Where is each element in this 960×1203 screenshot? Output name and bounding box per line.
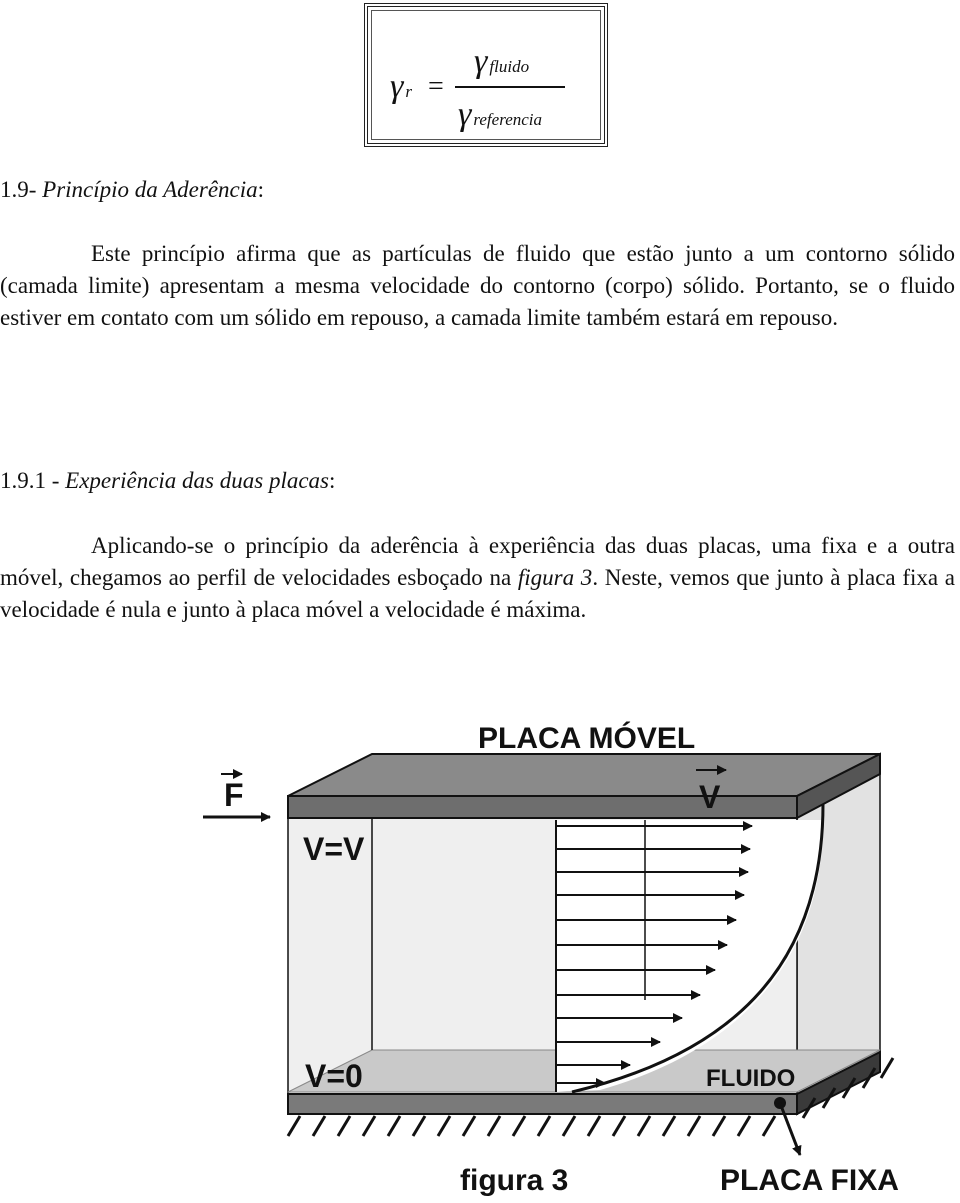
subsection-number: 1.9.1 -: [0, 468, 66, 493]
section-number: 1.9-: [0, 177, 43, 202]
formula-lhs: [390, 70, 412, 104]
formula-lhs-sub: r: [405, 82, 413, 101]
label-placa-movel: PLACA MÓVEL: [478, 722, 696, 755]
formula-den-sub: referencia: [473, 110, 543, 129]
paragraph-text-part2: . Neste, vemos que junto à placa fixa a velocidade é nula e junto à placa móvel a velocidade é máxima.: [0, 565, 955, 622]
paragraph-experiencia: [0, 530, 955, 626]
figure-caption: figura 3: [460, 1164, 569, 1197]
section-heading-1-9-1: [0, 467, 335, 495]
moving-plate-front: [288, 796, 797, 818]
formula-numerator: [474, 45, 529, 79]
label-v-equals-v: V=V: [303, 831, 365, 867]
section-colon: :: [257, 177, 265, 202]
figure-reference: figura 3: [517, 565, 593, 590]
paragraph-text-part1: Aplicando-se o princípio da aderência à experiência das duas placas, uma fixa e a outra móvel, chegamos ao perfil de velocidades esboçado na: [0, 533, 955, 590]
fixed-plate-front: [288, 1094, 797, 1114]
paragraph-aderencia: Este princípio afirma que as partículas de fluido que estão junto a um contorno sólido (camada limite) apresentam a mesma velocidade do contorno (corpo) sólido. Portanto, se o fluido estiver em contato com um sólido em repouso, a camada limite também estará em repouso.: [0, 241, 955, 330]
formula-num-sub: fluido: [489, 57, 530, 76]
label-placa-fixa: PLACA FIXA: [720, 1164, 899, 1197]
formula-den-symbol: γ: [458, 96, 472, 133]
subsection-colon: :: [329, 468, 336, 493]
figure-two-plates: [0, 700, 960, 1203]
label-velocity: V: [699, 779, 721, 815]
section-title: Princípio da Aderência: [42, 177, 258, 202]
formula-equals: =: [428, 71, 444, 102]
formula-lhs-symbol: γ: [390, 68, 404, 105]
label-v-equals-0: V=0: [305, 1058, 363, 1094]
formula-fraction-line: [455, 86, 565, 88]
label-force: F: [224, 777, 244, 813]
moving-plate-top: [288, 754, 880, 796]
formula-num-symbol: γ: [474, 43, 488, 80]
label-fluido: FLUIDO: [706, 1065, 796, 1092]
section-heading-1-9: [0, 176, 264, 204]
formula-denominator: [458, 98, 542, 132]
subsection-title: Experiência das duas placas: [65, 468, 329, 493]
